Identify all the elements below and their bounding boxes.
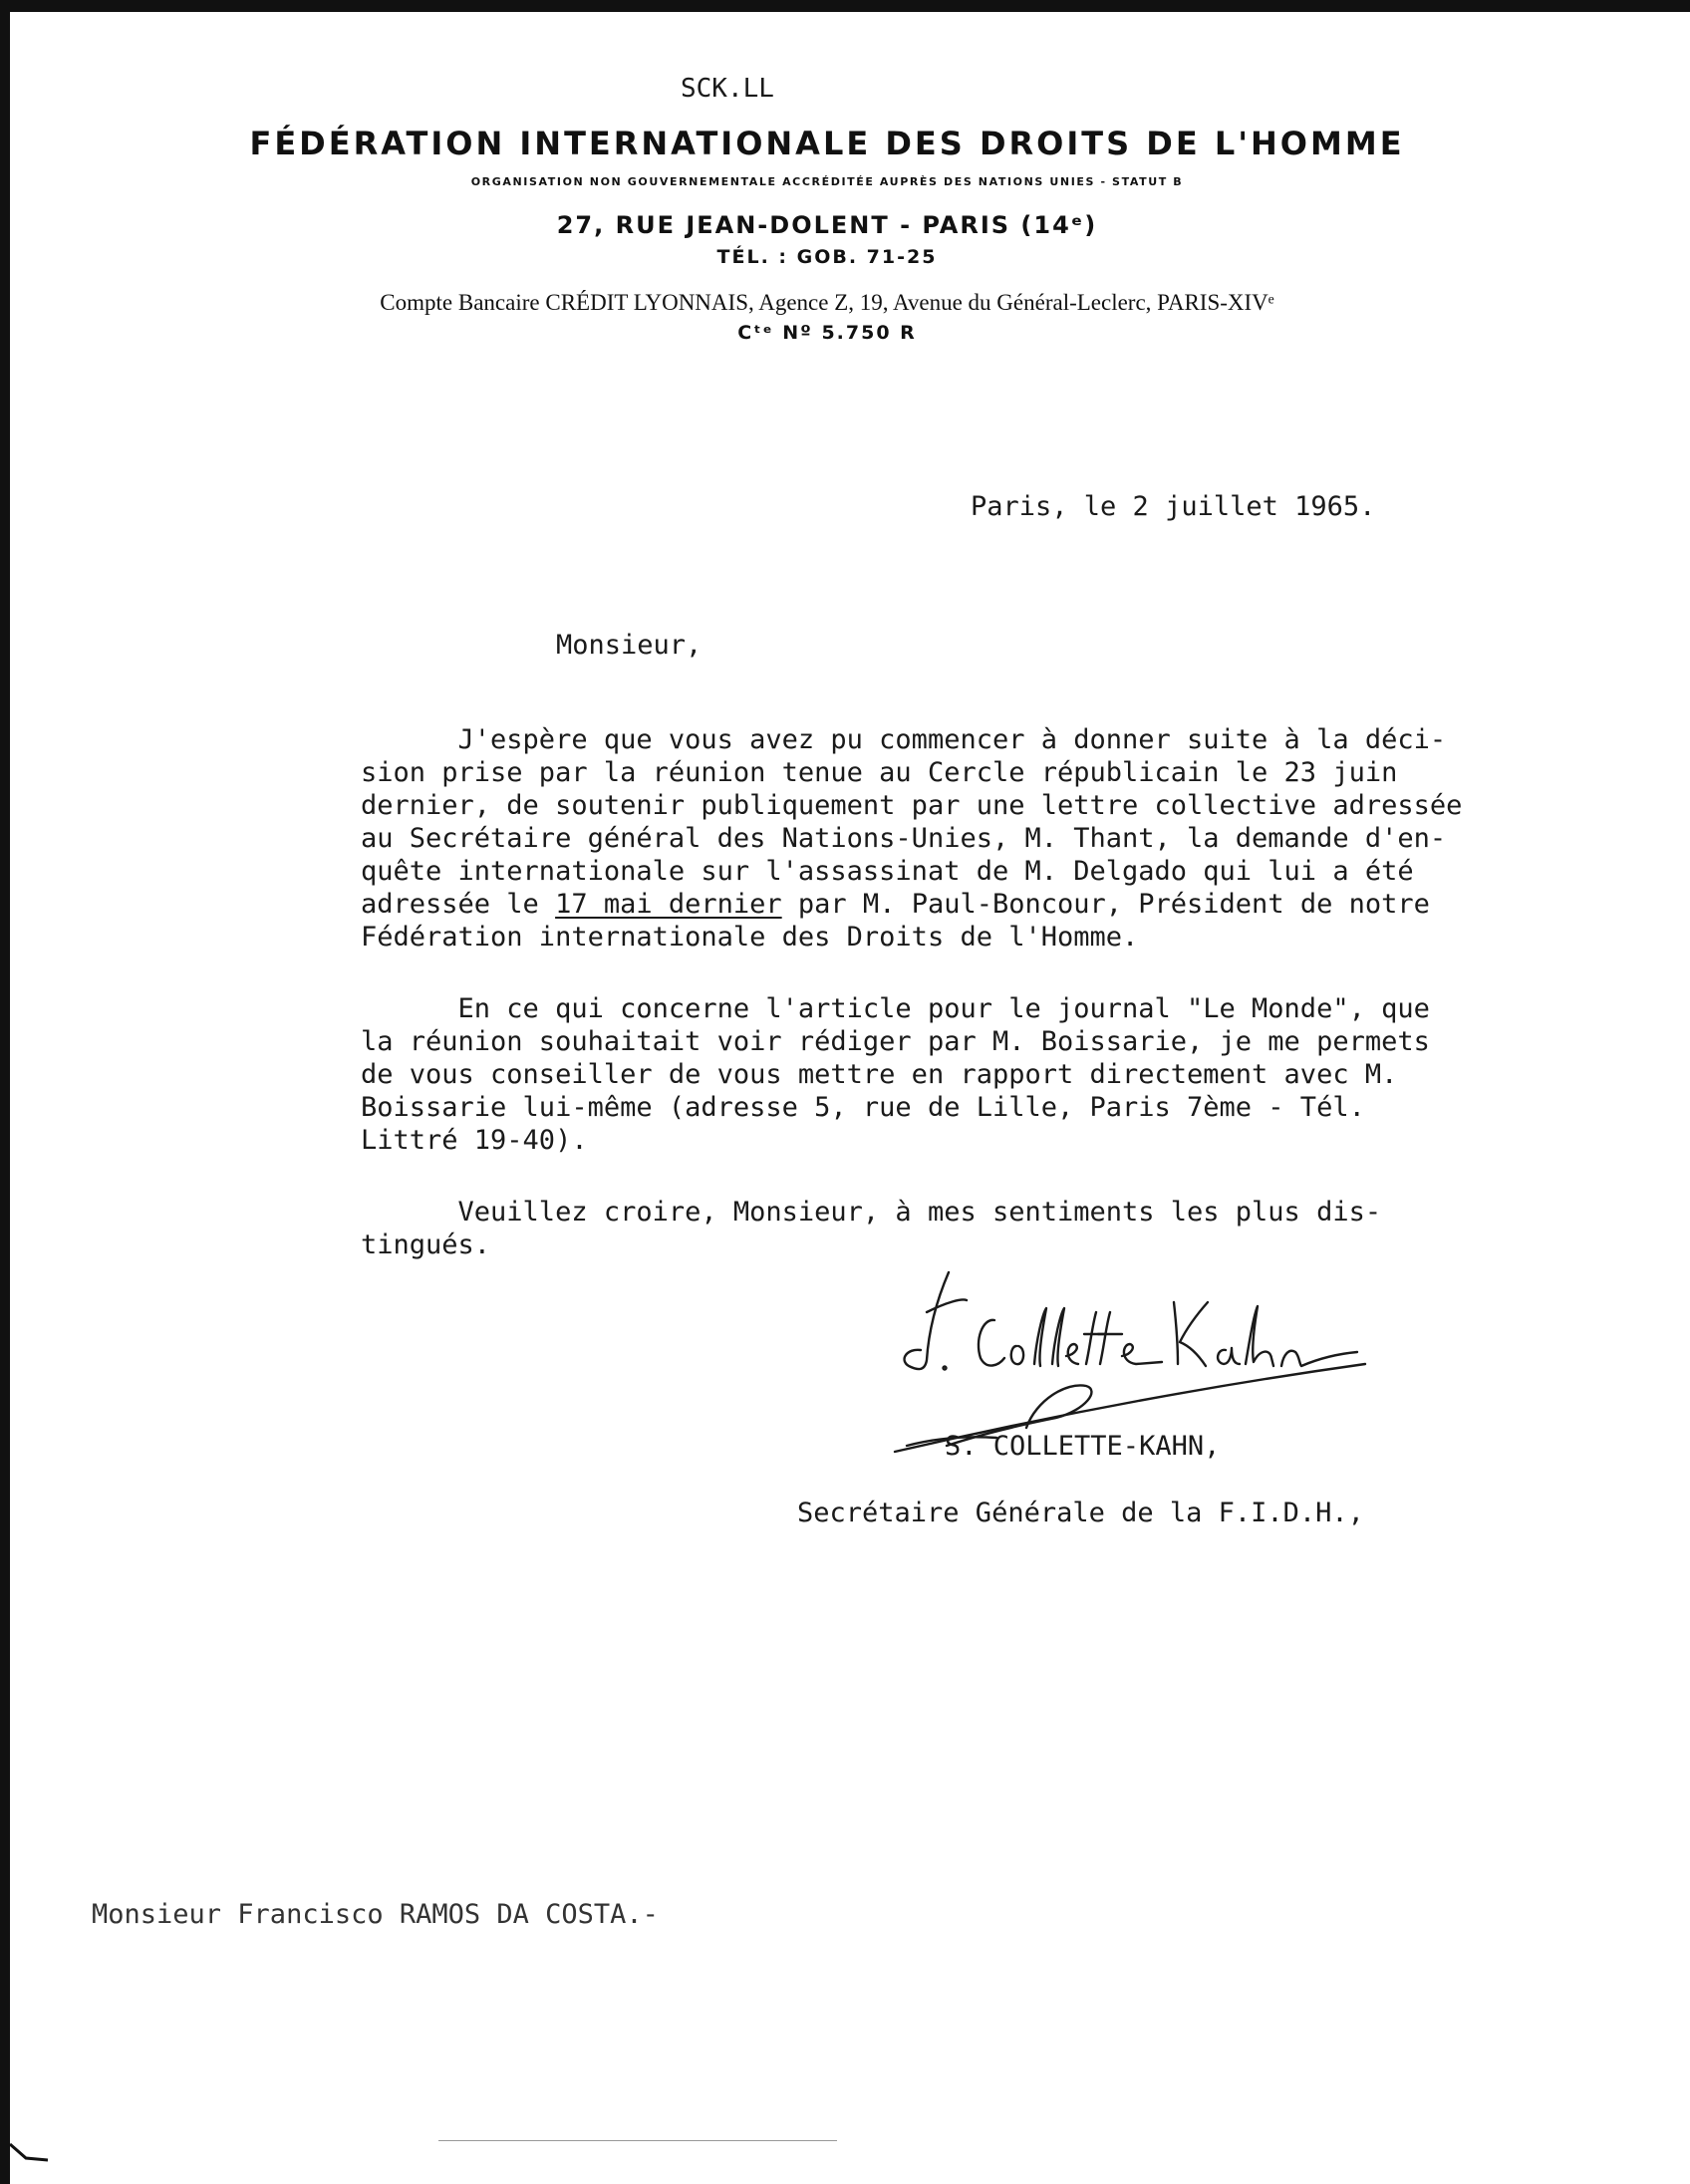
paragraph-3-line: Veuillez croire, Monsieur, à mes sentiments les plus dis-	[361, 1197, 1382, 1228]
paragraph-1-line: au Secrétaire général des Nations-Unies, M. Thant, la demande d'en-	[361, 823, 1447, 854]
salutation: Monsieur,	[556, 630, 703, 661]
paragraph-1	[361, 723, 1656, 954]
paragraph-2-line: la réunion souhaitait voir rédiger par M. Boissarie, je me permets	[361, 1026, 1430, 1057]
organization-account: Cᵗᵉ Nº 5.750 R	[737, 322, 917, 344]
paragraph-1-line: Fédération internationale des Droits de l'Homme.	[361, 922, 1139, 953]
paragraph-2-line: En ce qui concerne l'article pour le journal "Le Monde", que	[361, 993, 1430, 1024]
paragraph-1-line: quête internationale sur l'assassinat de M. Delgado qui lui a été	[361, 856, 1414, 887]
paragraph-2	[361, 992, 1656, 1157]
organization-address: 27, RUE JEAN-DOLENT - PARIS (14ᵉ)	[556, 211, 1098, 239]
organization-status: ORGANISATION NON GOUVERNEMENTALE ACCRÉDITÉE AUPRÈS DES NATIONS UNIES - STATUT B	[470, 175, 1184, 188]
paragraph-2-line: Littré 19-40).	[361, 1125, 588, 1156]
organization-name: FÉDÉRATION INTERNATIONALE DES DROITS DE L'HOMME	[249, 125, 1405, 162]
letter-date: Paris, le 2 juillet 1965.	[971, 491, 1376, 522]
underlined-date: 17 mai dernier	[555, 889, 782, 920]
scan-divider	[438, 2140, 837, 2141]
line-text: adressée le	[361, 889, 556, 920]
paragraph-2-line: de vous conseiller de vous mettre en rapport directement avec M.	[361, 1059, 1398, 1090]
paragraph-1-line: dernier, de soutenir publiquement par une lettre collective adressée	[361, 790, 1463, 821]
recipient-line: Monsieur Francisco RAMOS DA COSTA.-	[92, 1899, 659, 1930]
line-text: par M. Paul-Boncour, Président de notre	[781, 889, 1430, 920]
signer-name: S. COLLETTE-KAHN,	[945, 1431, 1221, 1462]
paragraph-1-line	[361, 888, 1656, 921]
organization-bank: Compte Bancaire CRÉDIT LYONNAIS, Agence Z, 19, Avenue du Général-Leclerc, PARIS-XIVᵉ	[380, 290, 1274, 315]
organization-telephone: TÉL. : GOB. 71-25	[716, 246, 938, 268]
paragraph-1-line: sion prise par la réunion tenue au Cercle républicain le 23 juin	[361, 757, 1398, 788]
paragraph-1-line: J'espère que vous avez pu commencer à donner suite à la déci-	[361, 724, 1447, 755]
paragraph-2-line: Boissarie lui-même (adresse 5, rue de Lille, Paris 7ème - Tél.	[361, 1092, 1365, 1123]
reference-code: SCK.LL	[681, 74, 774, 104]
scan-border-top	[0, 0, 1690, 12]
signer-title: Secrétaire Générale de la F.I.D.H.,	[797, 1498, 1364, 1528]
scan-corner-mark-icon	[10, 2140, 50, 2180]
paragraph-3-line: tingués.	[361, 1229, 491, 1260]
